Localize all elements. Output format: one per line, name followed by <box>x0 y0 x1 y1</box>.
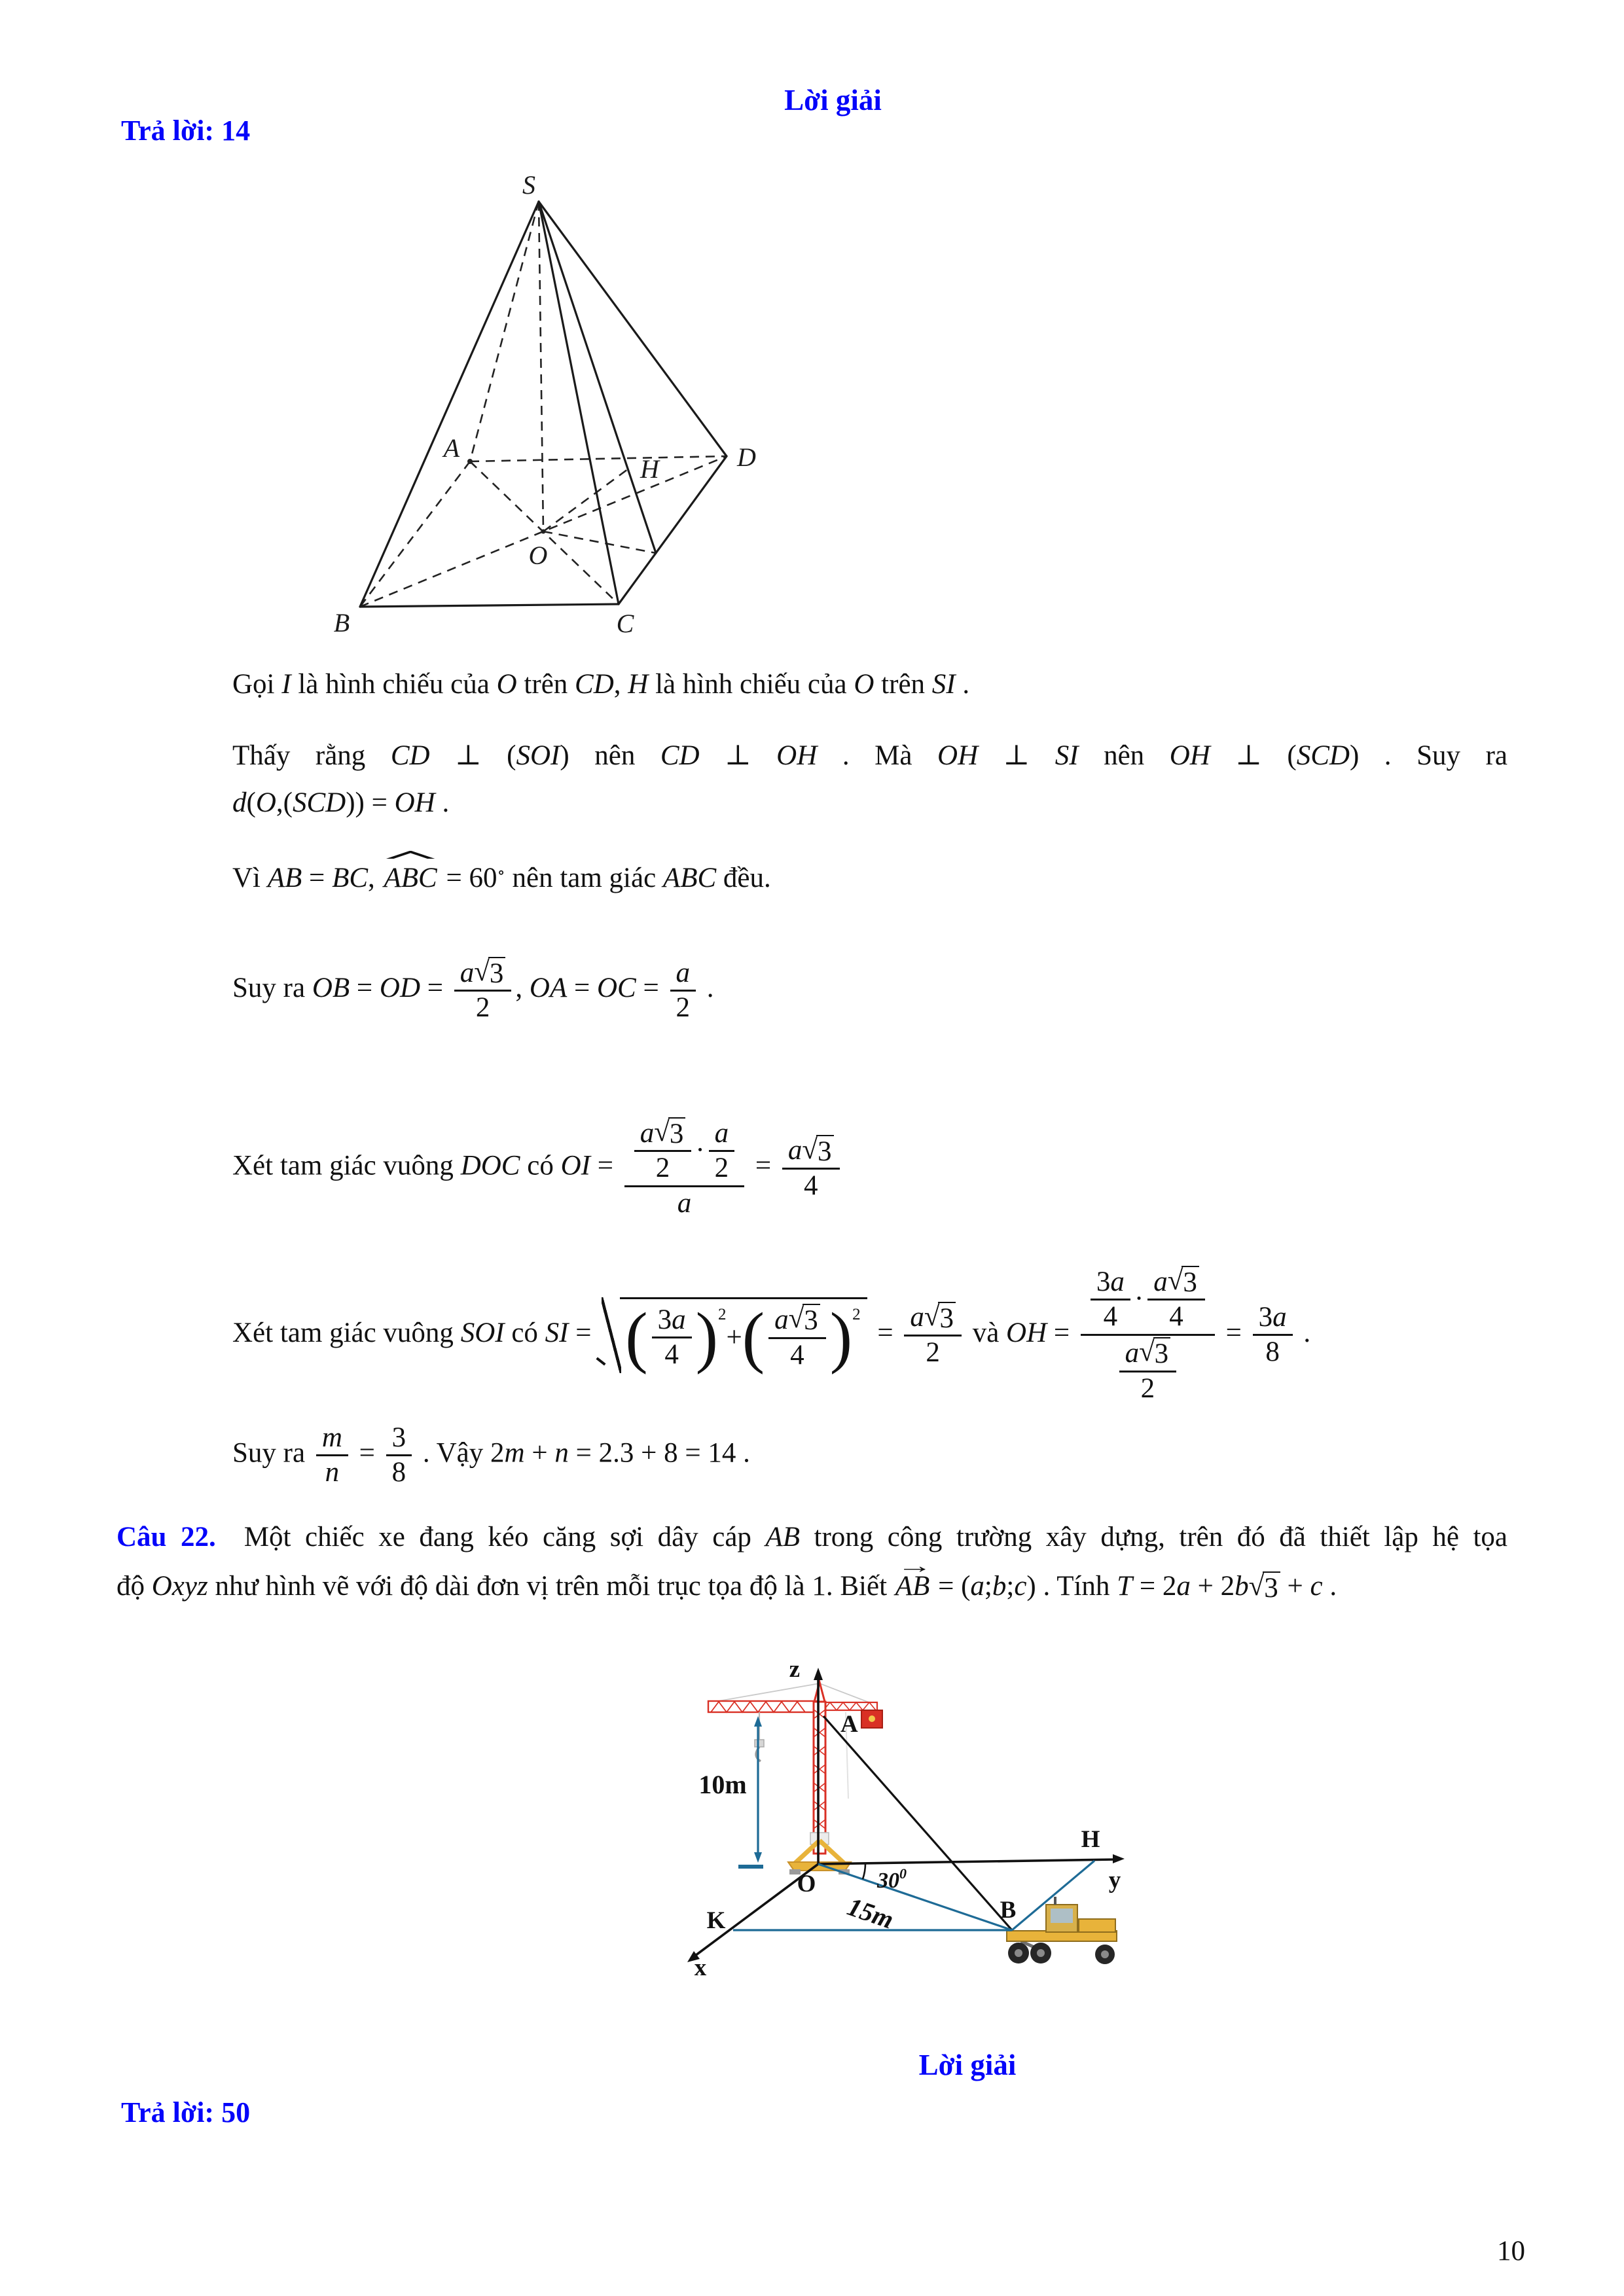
tok-v: a <box>1125 1338 1140 1369</box>
tok-v: SCD <box>1296 740 1350 771</box>
tok-t: . <box>1296 1317 1311 1348</box>
tok-t: 3 <box>391 1422 406 1453</box>
tok-v: BC <box>332 863 369 893</box>
tok-t: 2 <box>714 1152 729 1183</box>
tok-t: 2 <box>1140 1372 1155 1404</box>
axis-x-label: x <box>694 1954 707 1981</box>
tok-f <box>782 1134 840 1202</box>
projection-lines <box>733 1861 1094 1930</box>
question-line-1 <box>117 1520 1507 1555</box>
label-A: A <box>443 433 460 463</box>
point-H-label: H <box>1081 1826 1100 1853</box>
tok-r: √ 3 <box>802 1135 833 1167</box>
tok-t: 3 <box>1258 1302 1273 1333</box>
tok-r: √ 3 <box>924 1302 956 1334</box>
tok-t: 4 <box>790 1339 804 1371</box>
tok-v: a <box>640 1117 655 1149</box>
tok-v: OB <box>312 973 350 1004</box>
tok-t: có <box>504 1317 545 1348</box>
angle-30-label: $30^0$ <box>877 1865 907 1893</box>
tok-t: là hình chiếu của <box>648 669 854 700</box>
point-O-dot <box>541 529 546 534</box>
tok-t: đều. <box>716 863 771 893</box>
tok-vec: AB → <box>895 1553 931 1602</box>
tok-v: OA <box>529 973 568 1004</box>
tok-v: SCD <box>292 787 346 818</box>
tok-t: 4 <box>1103 1300 1118 1332</box>
tok-v: OD <box>379 973 421 1004</box>
solution-line-6 <box>232 1116 844 1221</box>
tok-t: ⊥ <box>699 740 777 771</box>
tok-t: ) . Tính <box>1026 1571 1117 1602</box>
tok-f <box>1147 1265 1205 1333</box>
tok-t: = <box>567 973 597 1004</box>
tok-v: a <box>460 957 475 988</box>
solution1-title: Lời giải <box>784 84 882 117</box>
tok-t: 2 <box>475 992 490 1024</box>
origin-label: O <box>797 1871 816 1897</box>
tok-t: 2 <box>676 992 690 1023</box>
tok-v: n <box>325 1457 340 1488</box>
tok-v: a <box>1176 1571 1191 1602</box>
tok-v: OH <box>394 787 435 818</box>
tok-v: a <box>1110 1266 1125 1297</box>
solution-line-3 <box>232 785 449 821</box>
tok-v: SOI <box>460 1317 505 1348</box>
solution-line-4 <box>232 861 771 896</box>
tok-t: = <box>352 1437 382 1469</box>
tok-t: nên <box>1078 740 1170 771</box>
tok-v: d <box>232 787 247 818</box>
tok-bp: ( <box>742 1299 765 1376</box>
tok-r: √ 3 <box>1249 1571 1280 1604</box>
tok-v: T <box>1117 1571 1133 1602</box>
tok-v: AB <box>765 1522 800 1552</box>
tok-t: ( <box>246 787 256 818</box>
tok-t: 2 <box>655 1153 670 1184</box>
tok-v: b <box>992 1571 1007 1602</box>
tok-t: . <box>700 973 714 1004</box>
tok-v: n <box>554 1437 569 1469</box>
tok-t: Vì <box>232 863 268 893</box>
label-C: C <box>616 609 634 638</box>
tok-t: 4 <box>664 1338 679 1370</box>
tok-v: OH <box>937 740 979 771</box>
tok-t: = <box>590 1150 621 1181</box>
tok-v: SI <box>1055 740 1079 771</box>
question-label: Câu 22. <box>117 1522 216 1552</box>
tok-f <box>904 1301 962 1369</box>
tok-v: m <box>504 1437 525 1469</box>
tok-v: a <box>1153 1266 1168 1297</box>
tok-f <box>624 1116 744 1221</box>
tok-t: · <box>695 1135 705 1166</box>
tok-v: O <box>255 787 276 818</box>
tok-q <box>602 1297 867 1376</box>
label-O: O <box>528 541 548 570</box>
solution-line-5 <box>232 956 714 1024</box>
tok-v: a <box>672 1304 686 1335</box>
tok-t: Thấy rằng <box>232 740 391 771</box>
solution-line-8 <box>232 1422 750 1489</box>
tok-v: DOC <box>460 1150 520 1181</box>
tok-v: AB <box>267 863 302 893</box>
tok-t: 3 <box>1096 1266 1111 1297</box>
tok-t: ) . Suy ra <box>1349 740 1507 771</box>
tok-v: CD <box>660 740 700 771</box>
tok-t: . <box>435 787 450 818</box>
tok-s: ∘ <box>497 864 505 882</box>
tok-t: Xét tam giác vuông <box>232 1150 461 1181</box>
tok-t: · <box>1134 1283 1144 1315</box>
dim-15m-label: 15m <box>844 1891 897 1935</box>
tok-v: O <box>496 669 517 700</box>
tok-f <box>634 1117 692 1185</box>
tok-v: a <box>714 1117 729 1149</box>
solution2-answer: Trả lời: 50 <box>121 2096 251 2128</box>
tok-t: = <box>350 973 380 1004</box>
tok-v: a <box>787 1135 803 1166</box>
tok-v: CD <box>575 669 614 700</box>
tok-t: ; <box>984 1571 992 1602</box>
tok-v: SI <box>931 669 956 700</box>
tok-t: Suy ra <box>232 1437 312 1469</box>
tok-t: = <box>636 973 666 1004</box>
tok-v: SI <box>545 1317 569 1348</box>
question-line-1-text <box>244 1522 1507 1552</box>
tok-t: = <box>748 1150 778 1181</box>
tok-t: = <box>420 973 450 1004</box>
tok-t: , <box>613 669 628 700</box>
solution-line-1 <box>232 667 969 702</box>
tok-v: Oxyz <box>151 1571 208 1602</box>
tok-t: 3 <box>657 1304 672 1335</box>
tok-v: c <box>1014 1571 1027 1602</box>
label-H: H <box>640 454 659 484</box>
tok-bp: ) <box>695 1299 718 1376</box>
tok-v: OC <box>597 973 636 1004</box>
tok-bp: ) <box>829 1299 853 1376</box>
tok-t: = <box>1218 1317 1249 1348</box>
tok-s: 2 <box>852 1306 861 1324</box>
tok-t: + <box>1280 1571 1310 1602</box>
solution2-title: Lời giải <box>918 2049 1017 2081</box>
tok-t: . <box>955 669 970 700</box>
pyramid-figure <box>314 164 772 648</box>
tok-r: √ 3 <box>654 1117 685 1149</box>
tok-t: là hình chiếu của <box>291 669 497 700</box>
tok-t: Suy ra <box>232 973 312 1004</box>
tok-h: ABC <box>382 861 439 896</box>
tok-v: a <box>970 1571 984 1602</box>
tok-v: H <box>628 669 649 700</box>
tok-f <box>768 1303 826 1371</box>
tok-t: = <box>302 863 333 893</box>
point-A-label: A <box>840 1711 858 1738</box>
tok-t: ⊥ <box>978 740 1055 771</box>
tok-v: ABC <box>662 863 717 893</box>
tok-f <box>709 1117 735 1185</box>
tok-t: 2 <box>926 1337 940 1369</box>
tok-t: = <box>568 1317 599 1348</box>
tok-t: độ <box>117 1571 152 1602</box>
tok-v: a <box>910 1302 924 1333</box>
tok-t: )) = <box>346 787 395 818</box>
tok-s: 2 <box>718 1306 727 1324</box>
tok-t: có <box>520 1150 561 1181</box>
tok-v: OI <box>560 1150 590 1181</box>
tok-t: = 2 <box>1132 1571 1177 1602</box>
tok-t: 4 <box>1169 1301 1183 1333</box>
tok-bp: ( <box>625 1299 648 1376</box>
tok-t: . Vậy 2 <box>416 1437 505 1469</box>
solution1-answer: Trả lời: 14 <box>121 115 251 147</box>
tok-t: trên <box>874 669 932 700</box>
tok-t: + 2 <box>1190 1571 1235 1602</box>
tok-t: = 60 <box>439 863 497 893</box>
tok-t: = 2.3 + 8 = 14 . <box>568 1437 750 1469</box>
tok-f <box>1081 1265 1215 1406</box>
tok-f <box>386 1422 412 1489</box>
tok-v: OH <box>1006 1317 1047 1348</box>
point-B-label: B <box>1000 1897 1017 1924</box>
label-D: D <box>737 442 756 472</box>
question-line-2 <box>117 1553 1337 1604</box>
tok-t: + <box>726 1321 742 1353</box>
tok-v: b <box>1235 1571 1249 1602</box>
tok-v: CD <box>390 740 430 771</box>
tok-t: trong công trường xây dựng, trên đó đã thiết lập hệ tọa <box>799 1522 1508 1552</box>
crane-figure <box>674 1653 1132 1986</box>
tok-f <box>1253 1301 1293 1369</box>
tok-f <box>1119 1336 1177 1405</box>
tok-f <box>652 1304 692 1371</box>
tok-t: , <box>515 973 530 1004</box>
solution-line-2 <box>232 738 1507 774</box>
tok-v: OH <box>1169 740 1210 771</box>
solution-line-7 <box>232 1265 1310 1406</box>
axis-z-label: z <box>789 1656 800 1683</box>
tok-t: = ( <box>931 1571 971 1602</box>
tok-t: , <box>368 863 382 893</box>
tok-t: . <box>1322 1571 1337 1602</box>
page-number: 10 <box>1497 2236 1525 2267</box>
tok-t: trên <box>516 669 575 700</box>
tok-v: m <box>321 1422 342 1453</box>
tok-t: + <box>524 1437 555 1469</box>
tok-r: √ 3 <box>1139 1337 1170 1369</box>
tok-v: OH <box>776 740 818 771</box>
tok-t: ⊥ ( <box>1210 740 1297 771</box>
tok-r: √ 3 <box>789 1304 820 1336</box>
tok-t: = <box>870 1317 901 1348</box>
tok-v: c <box>1310 1571 1323 1602</box>
tok-v: O <box>854 669 875 700</box>
grader-icon <box>1007 1897 1117 1964</box>
tok-t: ; <box>1006 1571 1015 1602</box>
angle-arc <box>863 1863 865 1879</box>
tok-r: √ 3 <box>1168 1266 1199 1298</box>
tok-r: √ 3 <box>474 957 505 989</box>
tok-t: ) nên <box>560 740 660 771</box>
tok-v: I <box>281 669 291 700</box>
label-S: S <box>522 170 535 200</box>
tok-t: ,( <box>276 787 293 818</box>
tok-t: Một chiếc xe đang kéo căng sợi dây cáp <box>244 1522 766 1552</box>
tok-t: như hình vẽ với độ dài đơn vị trên mỗi trục tọa độ là 1. Biết <box>208 1571 894 1602</box>
tok-f <box>454 956 512 1024</box>
tok-v: a <box>1272 1302 1287 1333</box>
tok-t: và <box>965 1317 1007 1348</box>
tok-v: a <box>677 1188 692 1219</box>
tok-t: Gọi <box>232 669 282 700</box>
dim-10m-label: 10m <box>698 1770 747 1799</box>
tok-f <box>1091 1266 1130 1333</box>
tok-t: = <box>1047 1317 1077 1348</box>
tok-v: a <box>774 1304 789 1335</box>
tok-t: ⊥ ( <box>429 740 516 771</box>
tok-v: a <box>676 957 690 988</box>
tok-f <box>670 957 696 1024</box>
point-A-dot <box>467 459 473 464</box>
point-K-label: K <box>706 1907 726 1934</box>
tok-t: 8 <box>1265 1336 1280 1368</box>
tok-t: nên tam giác <box>505 863 663 893</box>
label-B: B <box>333 608 350 637</box>
tok-t: 8 <box>391 1457 406 1488</box>
tok-t: 4 <box>803 1170 818 1201</box>
tok-f <box>316 1422 348 1489</box>
tok-t: . Mà <box>817 740 938 771</box>
axis-y-label: y <box>1108 1867 1121 1893</box>
tok-t: Xét tam giác vuông <box>232 1317 461 1348</box>
tok-v: SOI <box>516 740 560 771</box>
